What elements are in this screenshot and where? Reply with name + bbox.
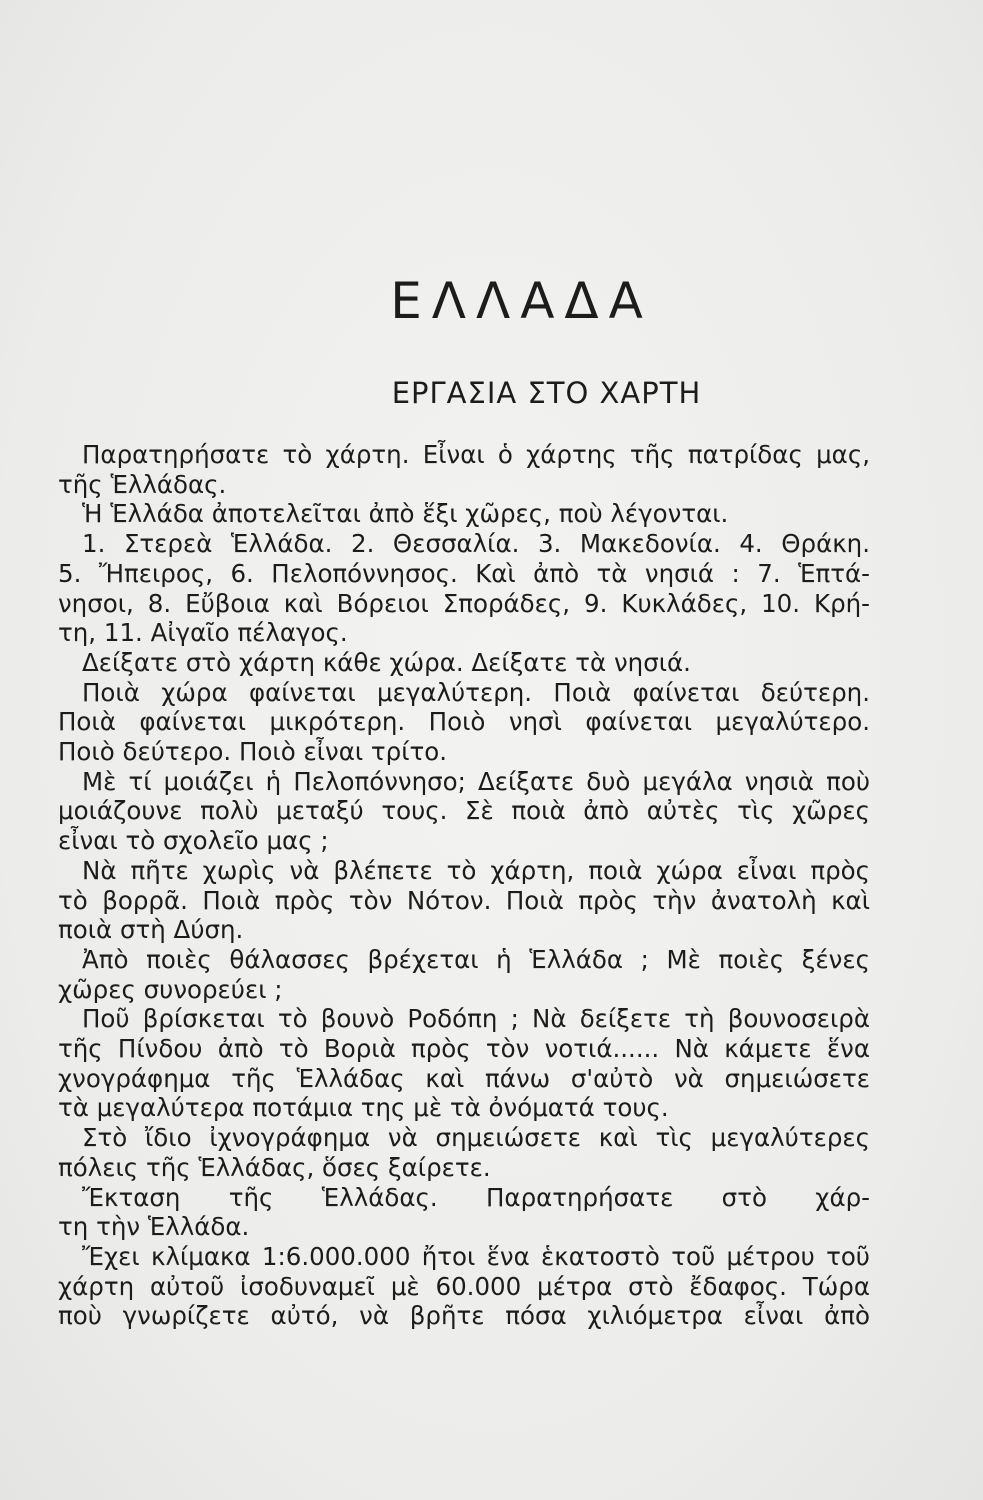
text-line: 1. Στερεὰ Ἑλλάδα. 2. Θεσσαλία. 3. Μακεδονία. 4. Θράκη. xyxy=(82,529,870,559)
text-line: πόλεις τῆς Ἑλλάδας, ὅσες ξαίρετε. xyxy=(58,1152,491,1182)
text-line: Ἀπὸ ποιὲς θάλασσες βρέχεται ἡ Ἑλλάδα ; Μὲ ποιὲς ξένες xyxy=(82,944,870,974)
text-line: Παρατηρήσατε τὸ χάρτη. Εἶναι ὁ χάρτης τῆς πατρίδας μας, xyxy=(82,440,870,469)
text-line: Ἔχει κλίμακα 1:6.000.000 ἤτοι ἕνα ἑκατοστὸ τοῦ μέτρου τοῦ xyxy=(82,1241,870,1271)
text-line: χάρτη αὐτοῦ ἰσοδυναμεῖ μὲ 60.000 μέτρα στὸ ἔδαφος. Τώρα xyxy=(58,1271,870,1301)
text-line: νησοι, 8. Εὔβοια καὶ Βόρειοι Σποράδες, 9. Κυκλάδες, 10. Κρή- xyxy=(58,588,870,618)
text-line: τη τὴν Ἑλλάδα. xyxy=(58,1212,250,1242)
text-line: Ποιὰ φαίνεται μικρότερη. Ποιὸ νησὶ φαίνεται μεγαλύτερο. xyxy=(58,707,870,737)
page-title: ΕΛΛΑΔΑ xyxy=(390,272,653,330)
text-line: ποιὰ στὴ Δύση. xyxy=(58,915,244,945)
text-line: 5. Ἤπειρος, 6. Πελοπόννησος. Καὶ ἀπὸ τὰ νησιά : 7. Ἑπτά- xyxy=(58,558,870,588)
text-line: τὰ μεγαλύτερα ποτάμια της μὲ τὰ ὀνόματά τους. xyxy=(58,1093,669,1123)
text-line: Στὸ ἴδιο ἰχνογράφημα νὰ σημειώσετε καὶ τὶς μεγαλύτερες xyxy=(82,1123,870,1153)
text-line: Μὲ τί μοιάζει ἡ Πελοπόννησο; Δείξατε δυὸ μεγάλα νησιὰ ποὺ xyxy=(82,766,870,796)
text-line: Ποιὰ χώρα φαίνεται μεγαλύτερη. Ποιὰ φαίνεται δεύτερη. xyxy=(82,677,870,707)
text-line: εἶναι τὸ σχολεῖο μας ; xyxy=(58,826,329,856)
text-line: Ποῦ βρίσκεται τὸ βουνὸ Ροδόπη ; Νὰ δείξετε τὴ βουνοσειρὰ xyxy=(82,1004,870,1034)
text-line: Ἡ Ἑλλάδα ἀποτελεῖται ἀπὸ ἕξι χῶρες, ποὺ λέγονται. xyxy=(82,499,729,529)
text-line: Νὰ πῆτε χωρὶς νὰ βλέπετε τὸ χάρτη, ποιὰ χώρα εἶναι πρὸς xyxy=(82,855,870,885)
text-line: τῆς Πίνδου ἀπὸ τὸ Βοριὰ πρὸς τὸν νοτιά...... Νὰ κάμετε ἕνα xyxy=(58,1034,870,1064)
body-text xyxy=(58,440,870,1331)
text-line: Δείξατε στὸ χάρτη κάθε χώρα. Δείξατε τὰ νησιά. xyxy=(82,647,691,677)
text-line: χνογράφημα τῆς Ἑλλάδας καὶ πάνω σ'αὐτὸ νὰ σημειώσετε xyxy=(58,1063,870,1093)
text-line: Ἔκταση τῆς Ἑλλάδας. Παρατηρήσατε στὸ χάρ- xyxy=(82,1182,870,1212)
text-line: Ποιὸ δεύτερο. Ποιὸ εἶναι τρίτο. xyxy=(58,737,448,767)
text-line: μοιάζουνε πολὺ μεταξύ τους. Σὲ ποιὰ ἀπὸ αὐτὲς τὶς χῶρες xyxy=(58,796,870,826)
section-subtitle: ΕΡΓΑΣΙΑ ΣΤΟ ΧΑΡΤΗ xyxy=(391,376,702,410)
text-line: τη, 11. Αἰγαῖο πέλαγος. xyxy=(58,618,348,648)
text-line: ποὺ γνωρίζετε αὐτό, νὰ βρῆτε πόσα χιλιόμετρα εἶναι ἀπὸ xyxy=(58,1301,870,1331)
text-line: χῶρες συνορεύει ; xyxy=(58,974,283,1004)
text-line: τῆς Ἑλλάδας. xyxy=(58,469,227,499)
text-line: τὸ βορρᾶ. Ποιὰ πρὸς τὸν Νότον. Ποιὰ πρὸς τὴν ἀνατολὴ καὶ xyxy=(58,885,870,915)
